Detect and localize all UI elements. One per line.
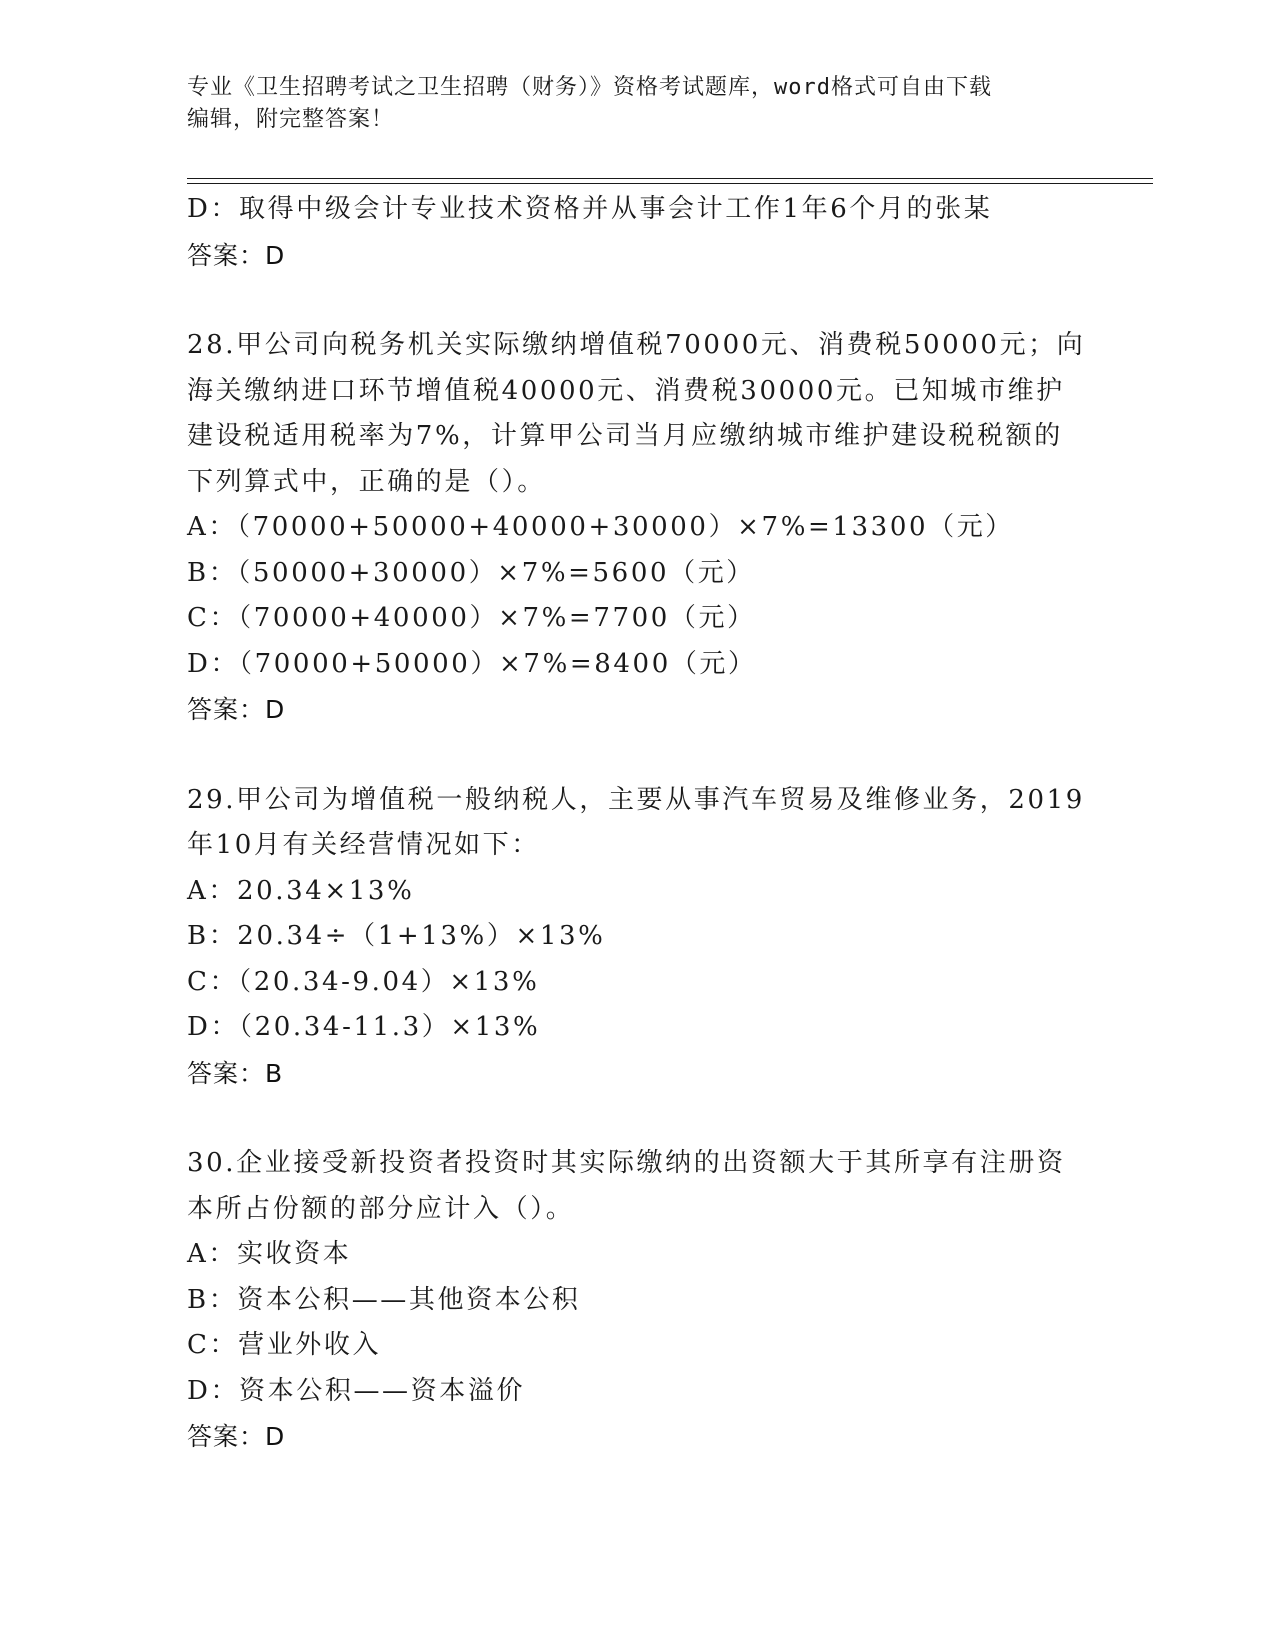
q28-option-a: A：（70000+50000+40000+30000）×7%=13300（元） [187,512,1014,542]
q28-answer: 答案：D [187,695,286,724]
q27-answer: 答案：D [187,240,286,270]
q29-stem-line: 29.甲公司为增值税一般纳税人，主要从事汽车贸易及维修业务，2019 [187,784,1085,815]
q28-option-d: D：（70000+50000）×7%=8400（元） [187,648,757,679]
q28-stem-line: 海关缴纳进口环节增值税40000元、消费税30000元。已知城市维护 [187,375,1065,406]
question-27 [187,187,1087,278]
question-28 [187,323,1087,733]
q30-option-c: C：营业外收入 [187,1330,382,1360]
q28-stem-line: 28.甲公司向税务机关实际缴纳增值税70000元、消费税50000元；向 [187,330,1086,360]
header-line-1: 专业《卫生招聘考试之卫生招聘（财务）》资格考试题库，word格式可自由下载 [187,75,992,100]
question-content [187,187,1087,1460]
header-divider-top [187,178,1153,179]
header-line-2: 编辑，附完整答案！ [187,107,395,132]
q30-answer: 答案：D [187,1422,286,1451]
q30-stem-line: 30.企业接受新投资者投资时其实际缴纳的出资额大于其所享有注册资 [187,1148,1066,1178]
q30-option-d: D：资本公积——资本溢价 [187,1375,526,1406]
q29-option-a: A：20.34×13% [187,875,415,906]
q30-option-a: A：实收资本 [187,1239,352,1269]
q29-answer: 答案：B [187,1058,284,1088]
question-29 [187,778,1087,1097]
q29-option-c: C：（20.34-9.04）×13% [187,966,540,997]
header-divider-bottom [187,183,1153,184]
q29-option-b: B：20.34÷（1+13%）×13% [187,921,606,951]
document-header [187,72,1087,136]
q27-option-d: D：取得中级会计专业技术资格并从事会计工作1年6个月的张某 [187,194,993,224]
q28-option-c: C：（70000+40000）×7%=7700（元） [187,603,756,633]
q30-stem-line: 本所占份额的部分应计入（）。 [187,1193,575,1224]
spacer [187,733,1087,778]
q28-option-b: B：（50000+30000）×7%=5600（元） [187,557,755,588]
q28-stem-line: 下列算式中，正确的是（）。 [187,466,546,497]
q29-option-d: D：（20.34-11.3）×13% [187,1012,541,1042]
spacer [187,278,1087,323]
q29-stem-line: 年10月有关经营情况如下： [187,830,540,860]
spacer [187,1096,1087,1141]
question-30 [187,1141,1087,1460]
q30-option-b: B：资本公积——其他资本公积 [187,1284,581,1315]
q28-stem-line: 建设税适用税率为7%，计算甲公司当月应缴纳城市维护建设税税额的 [187,421,1063,451]
